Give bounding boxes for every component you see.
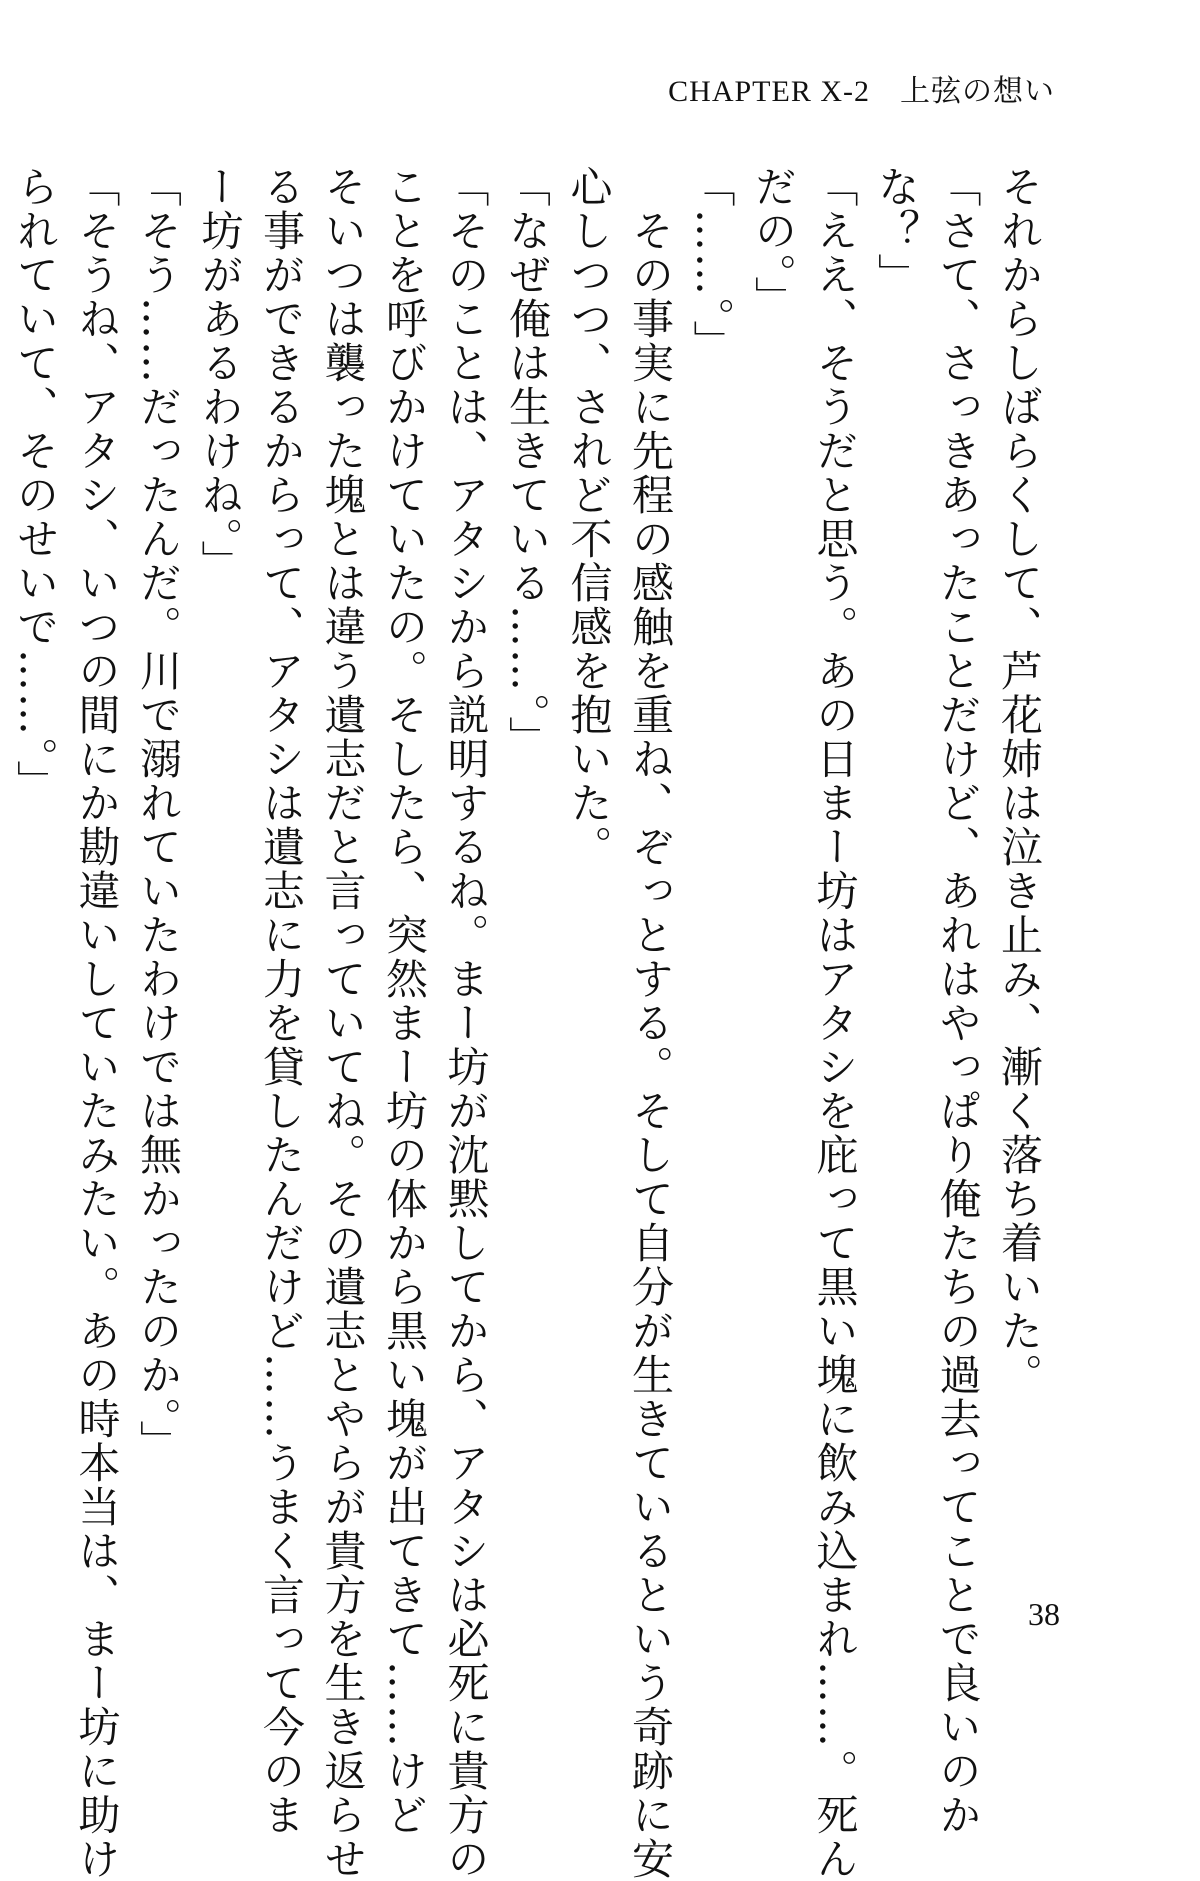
page-number: 38	[1028, 1596, 1060, 1632]
text-line	[0, 165, 5, 1635]
text-line: る事ができるからって、アタシは遺志に力を貸したんだけど……うまく言って今のま	[257, 165, 306, 1837]
text-line: ことを呼びかけていたの。そしたら、突然まー坊の体から黒い塊が出てきて……けど	[380, 165, 429, 1837]
text-line: 「さて、さっきあったことだけど、あれはやっぱり俺たちの過去ってことで良いのか	[933, 165, 983, 1837]
body-text	[11, 165, 1050, 1881]
text-line: ー坊があるわけね。」	[195, 165, 245, 584]
text-line: だの。」	[749, 165, 798, 320]
text-line: 「そうね、アタシ、いつの間にか勘違いしていたみたい。あの時本当は、まー坊に助け	[72, 165, 122, 1881]
text-line: 「そう……だったんだ。川で溺れていたわけでは無かったのか。」	[134, 165, 183, 1464]
text-line: そいつは襲った塊とは違う遺志だと言っていてね。その遺志とやらが貴方を生き返らせ	[318, 165, 368, 1881]
running-header	[668, 66, 1055, 110]
text-line: その事実に先程の感触を重ね、ぞっとする。そして自分が生きているという奇跡に安	[626, 165, 675, 1881]
chapter-id: CHAPTER X-2	[668, 75, 870, 108]
text-line: 「……。」	[687, 165, 737, 364]
text-line: 「なぜ俺は生きている……。」	[503, 165, 552, 760]
chapter-title: 上弦の想い	[900, 75, 1055, 108]
text-line: られていて、そのせいで……。」	[11, 165, 60, 804]
text-line: 「そのことは、アタシから説明するね。まー坊が沈黙してから、アタシは必死に貴方の	[441, 165, 491, 1881]
text-line: 「ええ、そうだと思う。あの日まー坊はアタシを庇って黒い塊に飲み込まれ……。死ん	[810, 165, 860, 1881]
text-line: それからしばらくして、芦花姉は泣き止み、漸く落ち着いた。	[995, 165, 1044, 1397]
text-line: な？」	[872, 165, 921, 297]
text-line: 心しつつ、されど不信感を抱いた。	[564, 165, 614, 869]
